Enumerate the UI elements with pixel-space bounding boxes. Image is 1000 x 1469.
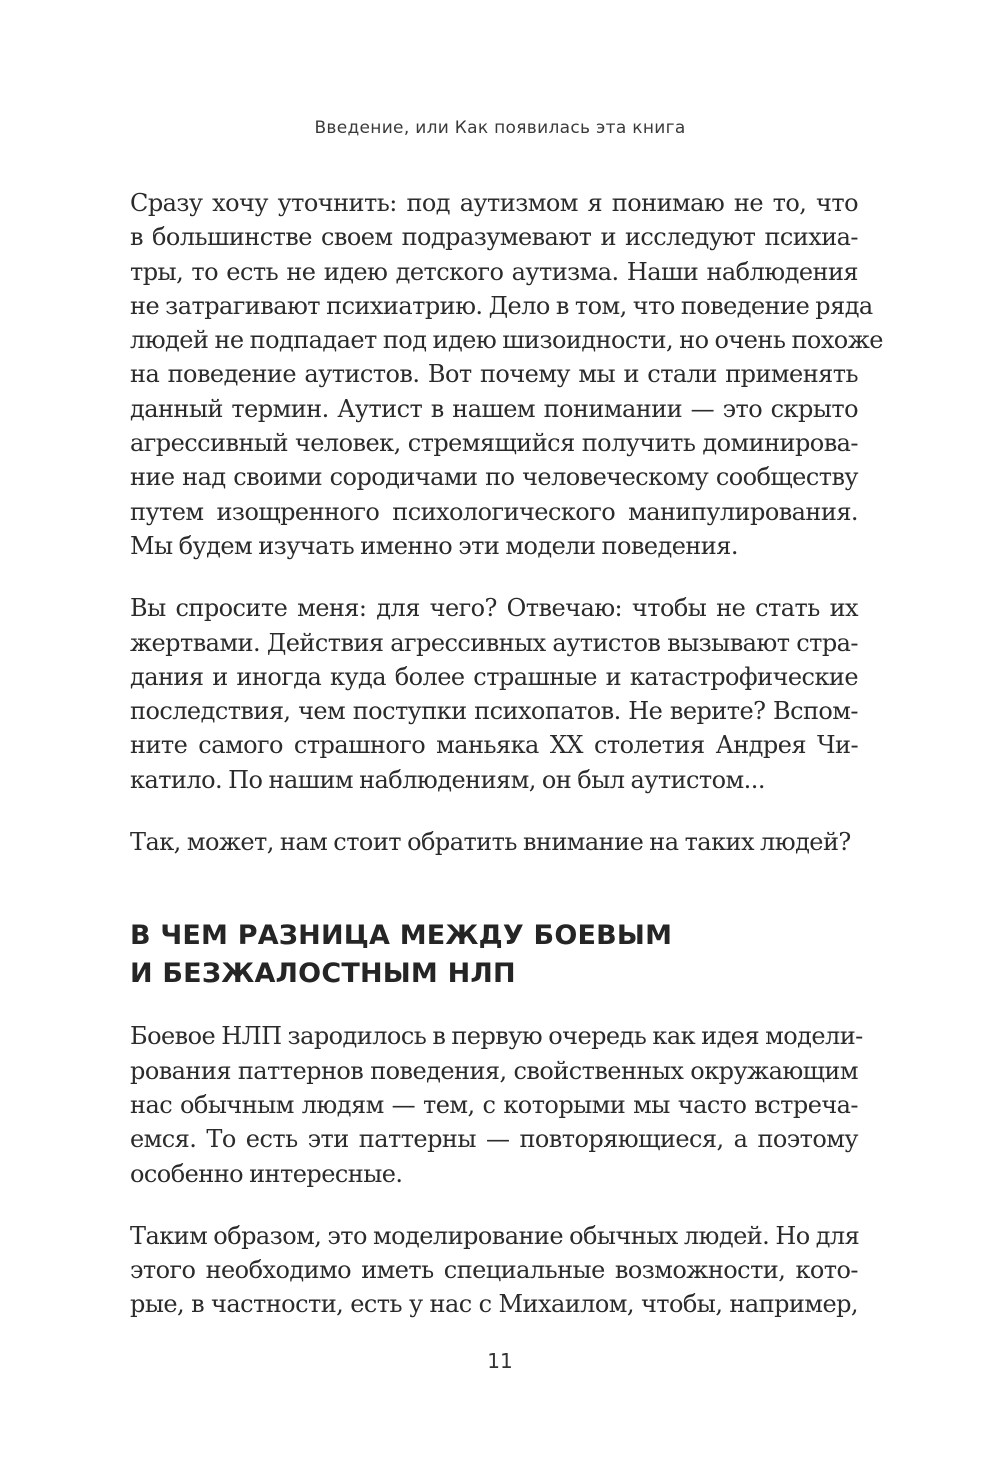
text-line: в большинстве своем подразумевают и исследуют психиа- bbox=[130, 223, 858, 252]
paragraph bbox=[130, 825, 858, 859]
text-line: жертвами. Действия агрессивных аутистов вызывают стра- bbox=[130, 628, 858, 657]
text-line: дания и иногда куда более страшные и катастрофические bbox=[130, 662, 858, 691]
text-line: особенно интересные. bbox=[130, 1159, 403, 1188]
text-line: не затрагивают психиатрию. Дело в том, что поведение ряда bbox=[130, 291, 873, 320]
text-line: ние над своими сородичами по человеческому сообществу bbox=[130, 463, 858, 492]
text-line: Боевое НЛП зародилось в первую очередь как идея модели- bbox=[130, 1022, 863, 1051]
text-line: данный термин. Аутист в нашем понимании — это скрыто bbox=[130, 394, 858, 423]
section-heading-line-2: И БЕЗЖАЛОСТНЫМ НЛП bbox=[130, 958, 516, 990]
text-line: Так, может, нам стоит обратить внимание на таких людей? bbox=[130, 828, 851, 857]
text-line: Вы спросите меня: для чего? Отвечаю: чтобы не стать их bbox=[130, 594, 858, 623]
text-line: катило. По нашим наблюдениям, он был аутистом... bbox=[130, 765, 765, 794]
text-line: рования паттернов поведения, свойственных окружающим bbox=[130, 1056, 858, 1085]
paragraph bbox=[130, 591, 858, 797]
page-number: 11 bbox=[487, 1349, 513, 1373]
text-line: тры, то есть не идею детского аутизма. Наши наблюдения bbox=[130, 257, 858, 286]
text-line: этого необходимо иметь специальные возможности, кото- bbox=[130, 1256, 858, 1285]
bottom-paragraphs bbox=[130, 1019, 863, 1321]
text-line: рые, в частности, есть у нас с Михаилом, чтобы, например, bbox=[130, 1290, 858, 1319]
text-line: Мы будем изучать именно эти модели поведения. bbox=[130, 531, 738, 560]
running-header: Введение, или Как появилась эта книга bbox=[314, 118, 686, 138]
text-line: нас обычным людям — тем, с которыми мы часто встреча- bbox=[130, 1090, 858, 1119]
text-line: на поведение аутистов. Вот почему мы и стали применять bbox=[130, 360, 858, 389]
text-line: емся. То есть эти паттерны — повторяющиеся, а поэтому bbox=[130, 1125, 858, 1154]
page-body bbox=[130, 186, 883, 1350]
text-line: людей не подпадает под идею шизоидности, но очень похоже bbox=[130, 326, 883, 355]
paragraph bbox=[130, 1019, 863, 1190]
top-paragraphs bbox=[130, 186, 883, 859]
paragraph bbox=[130, 186, 883, 563]
section-heading bbox=[130, 917, 858, 993]
text-line: Сразу хочу уточнить: под аутизмом я понимаю не то, что bbox=[130, 189, 858, 217]
text-line: Таким образом, это моделирование обычных людей. Но для bbox=[130, 1221, 860, 1250]
section-heading-line-1: В ЧЕМ РАЗНИЦА МЕЖДУ БОЕВЫМ bbox=[130, 920, 673, 952]
text-line: ните самого страшного маньяка XX столетия Андрея Чи- bbox=[130, 731, 858, 760]
text-line: путем изощренного психологического манипулирования. bbox=[130, 497, 858, 526]
paragraph bbox=[130, 1219, 858, 1322]
text-line: агрессивный человек, стремящийся получить доминирова- bbox=[130, 429, 858, 458]
text-line: последствия, чем поступки психопатов. Не верите? Вспом- bbox=[130, 697, 858, 726]
